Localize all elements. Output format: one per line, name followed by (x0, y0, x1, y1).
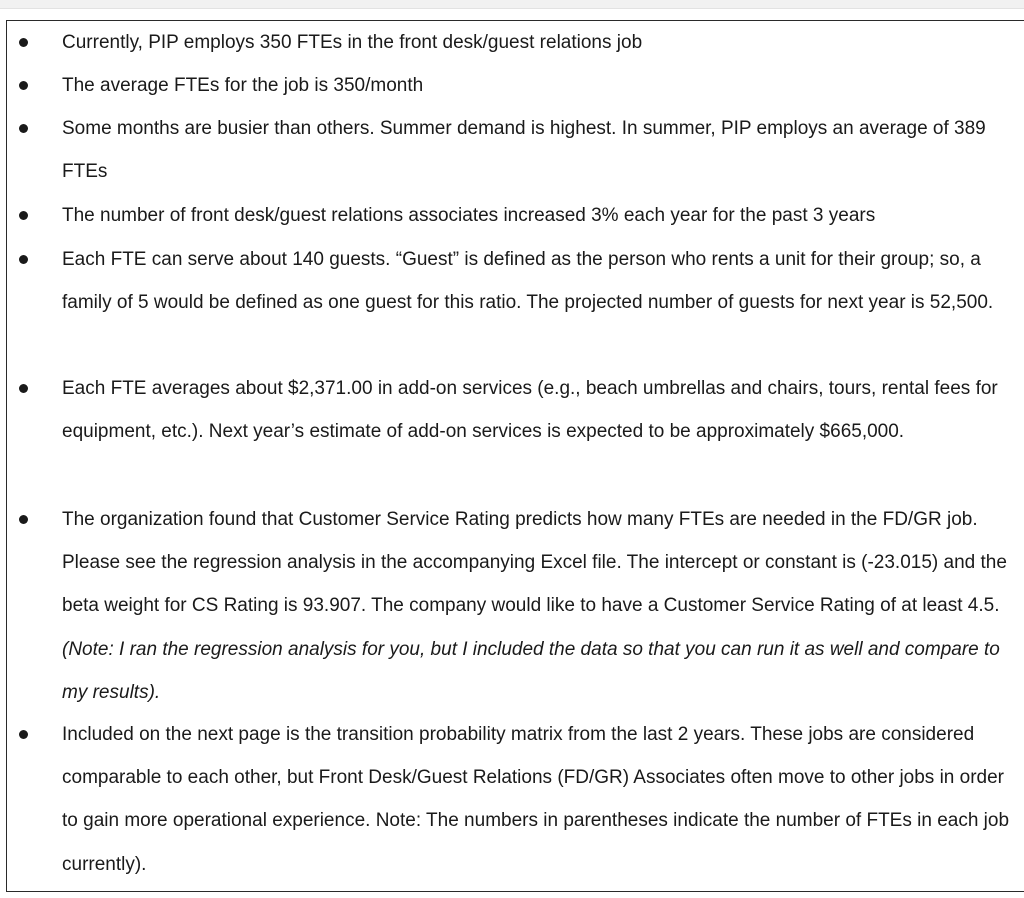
bullet-icon (19, 384, 28, 393)
bullet-icon (19, 255, 28, 264)
bullet-icon (19, 515, 28, 524)
list-item (7, 238, 1019, 324)
list-item (7, 367, 1019, 453)
list-item (7, 107, 1019, 193)
bullet-icon (19, 38, 28, 47)
bullet-note-text: (Note: I ran the regression analysis for you, but I included the data so that you can run it as well and compare to my results). (62, 638, 1000, 703)
bullet-text: Included on the next page is the transition probability matrix from the last 2 years. These jobs are considered comparable to each other, but Front Desk/Guest Relations (FD/GR) Associates often move to other jobs in order to gain more operational experience. Note: The numbers in parentheses indicate the number of FTEs in each job currently). (62, 724, 1010, 875)
list-item (7, 498, 1019, 714)
list-item (7, 713, 1019, 886)
list-item (7, 64, 1019, 107)
bullet-text: Each FTE averages about $2,371.00 in add-on services (e.g., beach umbrellas and chairs, tours, rental fees for equipment, etc.). Next year’s estimate of add-on services is expected to be approximately $665,000. (62, 378, 998, 443)
bullet-icon (19, 81, 28, 90)
bullet-text: The number of front desk/guest relations associates increased 3% each year for the past 3 years (62, 205, 876, 226)
bullet-icon (19, 124, 28, 133)
bullet-icon (19, 211, 28, 220)
bullet-icon (19, 730, 28, 739)
document-text-box (6, 20, 1024, 892)
top-toolbar-strip (0, 0, 1024, 9)
list-item (7, 194, 1019, 237)
list-item (7, 21, 1019, 64)
bullet-body-text: The organization found that Customer Service Rating predicts how many FTEs are needed in the FD/GR job. Please see the regression analysis in the accompanying Excel file. The intercept or constant is (-23.015) and the beta weight for CS Rating is 93.907. The company would like to have a Customer Service Rating of at least 4.5. (62, 509, 1007, 617)
bullet-text: Each FTE can serve about 140 guests. “Guest” is defined as the person who rents a unit for their group; so, a family of 5 would be defined as one guest for this ratio. The projected number of guests for next year is 52,500. (62, 249, 994, 314)
bullet-text: Currently, PIP employs 350 FTEs in the front desk/guest relations job (62, 32, 643, 53)
bullet-text (62, 498, 1019, 714)
bullet-text: The average FTEs for the job is 350/month (62, 75, 424, 96)
bullet-text: Some months are busier than others. Summer demand is highest. In summer, PIP employs an average of 389 FTEs (62, 118, 986, 183)
